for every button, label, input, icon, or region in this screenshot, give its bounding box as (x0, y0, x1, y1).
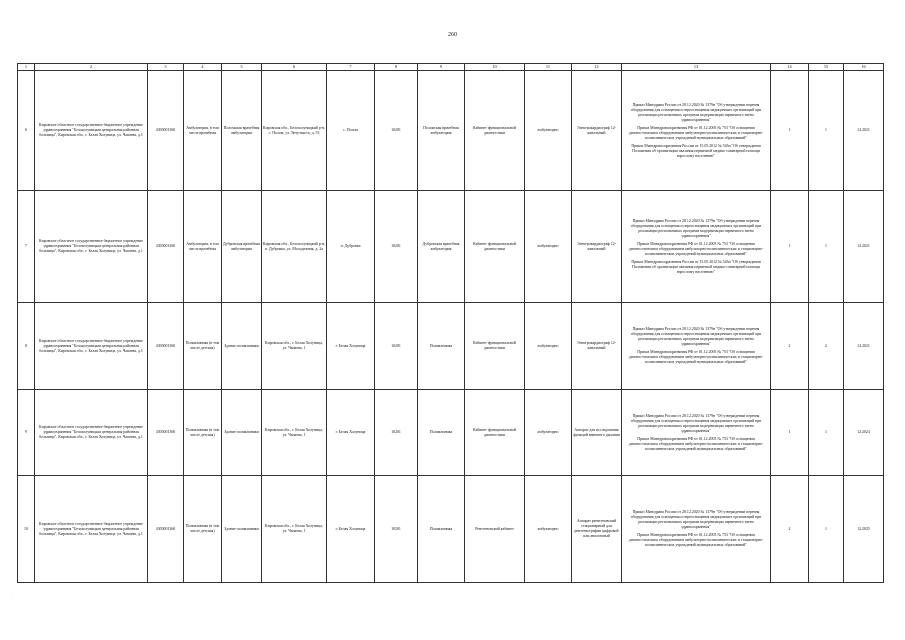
equipment-cell: Электрокардиограф 12-канальный (572, 191, 622, 303)
care-type-cell: амбулаторно (525, 71, 572, 191)
okato-cell: 10201 (375, 303, 418, 390)
unit-name-cell: Здание поликлиники (222, 390, 262, 476)
address-cell: Кировская обл., г. Белая Холуница, ул. Чапаева, 1 (262, 390, 327, 476)
row-number: 10 (18, 476, 35, 583)
count-cell: 1 (809, 71, 844, 191)
department-cell: Поликлиника (418, 390, 465, 476)
page-number: 260 (448, 32, 457, 38)
column-number: 3 (148, 64, 184, 71)
department-cell: Поломская врачебная амбулатория (418, 71, 465, 191)
okato-cell: 10201 (375, 390, 418, 476)
column-number: 8 (375, 64, 418, 71)
care-type-cell: амбулаторно (525, 476, 572, 583)
cabinet-cell: Кабинет функциональной диагностики (465, 303, 525, 390)
count-cell: 1 (809, 191, 844, 303)
column-number: 14 (771, 64, 809, 71)
okato-cell: 10201 (375, 191, 418, 303)
count-cell: 2 (771, 303, 809, 390)
count-cell: 1 (809, 476, 844, 583)
settlement-cell: г. Белая Холуница (327, 476, 375, 583)
column-number: 1 (18, 64, 35, 71)
organization-cell: Кировское областное государственное бюджетное учреждение здравоохранения "Белохолуницкая центральная районная больница", Кировская обл., г. Белая Холуница, ул. Чапаева, д.1 (35, 71, 148, 191)
department-cell: Поликлиника (418, 303, 465, 390)
unit-name-cell: Дубровская врачебная амбулатория (222, 191, 262, 303)
unit-name-cell: Поломская врачебная амбулатория (222, 71, 262, 191)
order-text: Приказ Минздрава России от 28.12.2020 № 1379н "Об утверждении перечня оборудования для оснащения и переоснащения медицинских организаций при реализации региональных программ модернизации первичного звена здравоохранения" (630, 327, 762, 346)
column-number: 11 (525, 64, 572, 71)
unit-type-cell: Поликлиника (в том числе детская) (184, 390, 222, 476)
care-type-cell: амбулаторно (525, 390, 572, 476)
count-cell: 2 (809, 303, 844, 390)
column-number: 12 (572, 64, 622, 71)
organization-cell: Кировское областное государственное бюджетное учреждение здравоохранения "Белохолуницкая центральная районная больница", Кировская обл., г. Белая Холуница, ул. Чапаева, д.1 (35, 390, 148, 476)
care-type-cell: амбулаторно (525, 303, 572, 390)
order-text: Приказ Минздравсоцразвития России от 15.05.2012 № 543н "Об утверждении Положения об организации оказания первичной медико-санитарной помощи взрослому населению" (631, 143, 761, 158)
unit-type-cell: Поликлиника (в том числе детская) (184, 476, 222, 583)
order-text: Приказ Минздравсоцразвития России от 15.05.2012 № 543н "Об утверждении Положения об организации оказания первичной медико-санитарной помощи взрослому населению" (631, 259, 761, 274)
table-row (18, 303, 884, 390)
order-text: Приказ Минздравсоцразвития РФ от 01.12.2005 № 753 "Об оснащении диагностическим оборудованием амбулаторно-поликлинических и стационарно-поликлинических учреждений муниципальных образований" (628, 533, 764, 547)
column-number: 15 (809, 64, 844, 71)
order-text: Приказ Минздрава России от 28.12.2020 № 1379н "Об утверждении перечня оборудования для оснащения и переоснащения медицинских организаций при реализации региональных программ модернизации первичного звена здравоохранения" (630, 510, 762, 529)
column-number: 10 (465, 64, 525, 71)
equipment-cell: Аппарат для исследования функций внешнего дыхания (572, 390, 622, 476)
orders-cell (622, 476, 771, 583)
orders-cell (622, 390, 771, 476)
unit-type-cell: Амбулатория, в том числе врачебная (184, 191, 222, 303)
row-number: 7 (18, 191, 35, 303)
column-number: 2 (35, 64, 148, 71)
organization-cell: Кировское областное государственное бюджетное учреждение здравоохранения "Белохолуницкая центральная районная больница", Кировская обл., г. Белая Холуница, ул. Чапаева, д.1 (35, 476, 148, 583)
organization-cell: Кировское областное государственное бюджетное учреждение здравоохранения "Белохолуницкая центральная районная больница", Кировская обл., г. Белая Холуница, ул. Чапаева, д.1 (35, 191, 148, 303)
department-cell: Поликлиника (418, 476, 465, 583)
row-number: 6 (18, 71, 35, 191)
cabinet-cell: Рентгеновский кабинет (465, 476, 525, 583)
code-cell: 4303001360 (148, 303, 184, 390)
code-cell: 4303001360 (148, 191, 184, 303)
organization-cell: Кировское областное государственное бюджетное учреждение здравоохранения "Белохолуницкая центральная районная больница", Кировская обл., г. Белая Холуница, ул. Чапаева, д.1 (35, 303, 148, 390)
address-cell: Кировская обл., г. Белая Холуница, ул. Чапаева, 1 (262, 303, 327, 390)
date-cell: 12.2021 (844, 191, 884, 303)
settlement-cell: п. Дубровка (327, 191, 375, 303)
equipment-cell: Электрокардиограф 12-канальный (572, 303, 622, 390)
count-cell: 1 (771, 191, 809, 303)
order-text: Приказ Минздравсоцразвития РФ от 01.12.2005 № 753 "Об оснащении диагностическим оборудованием амбулаторно-поликлинических и стационарно-поликлинических учреждений муниципальных образований" (628, 241, 764, 256)
date-cell: 12.2025 (844, 476, 884, 583)
cabinet-cell: Кабинет функциональной диагностики (465, 390, 525, 476)
count-cell: 2 (771, 476, 809, 583)
order-text: Приказ Минздрава России от 28.12.2020 № 1379н "Об утверждении перечня оборудования для оснащения и переоснащения медицинских организаций при реализации региональных программ модернизации первичного звена здравоохранения" (630, 413, 762, 433)
orders-cell (622, 303, 771, 390)
okato-cell: 10201 (375, 476, 418, 583)
column-number: 7 (327, 64, 375, 71)
date-cell: 12.2021 (844, 71, 884, 191)
column-number: 5 (222, 64, 262, 71)
cabinet-cell: Кабинет функциональной диагностики (465, 191, 525, 303)
unit-type-cell: Поликлиника (в том числе детская) (184, 303, 222, 390)
settlement-cell: с. Полом (327, 71, 375, 191)
row-number: 9 (18, 390, 35, 476)
orders-cell (622, 71, 771, 191)
order-text: Приказ Минздрава России от 28.12.2020 № 1379н "Об утверждении перечня оборудования для оснащения и переоснащения медицинских организаций при реализации региональных программ модернизации первичного звена здравоохранения" (630, 102, 762, 122)
unit-name-cell: Здание поликлиники (222, 303, 262, 390)
table-row (18, 390, 884, 476)
order-text: Приказ Минздравсоцразвития РФ от 01.12.2005 № 753 "Об оснащении диагностическим оборудованием амбулаторно-поликлинических и стационарно-поликлинических учреждений муниципальных образований" (628, 436, 764, 451)
table-row (18, 191, 884, 303)
table-row (18, 476, 884, 583)
code-cell: 4303001360 (148, 476, 184, 583)
order-text: Приказ Минздравсоцразвития РФ от 01.12.2005 № 753 "Об оснащении диагностическим оборудованием амбулаторно-поликлинических и стационарно-поликлинических учреждений муниципальных образований" (628, 350, 764, 364)
column-number: 4 (184, 64, 222, 71)
address-cell: Кировская обл., Белохолуницкий р-н, с. Полом, ул. Энтузиаста, д. 53 (262, 71, 327, 191)
date-cell: 12.2024 (844, 390, 884, 476)
scan-specks: · · · · (10, 578, 13, 603)
equipment-table (17, 63, 884, 583)
date-cell: 12.2021 (844, 303, 884, 390)
code-cell: 4303001360 (148, 71, 184, 191)
department-cell: Дубровская врачебная амбулатория (418, 191, 465, 303)
code-cell: 4303001360 (148, 390, 184, 476)
unit-type-cell: Амбулатория, в том числе врачебная (184, 71, 222, 191)
okato-cell: 10201 (375, 71, 418, 191)
equipment-cell: Электрокардиограф 12-канальный (572, 71, 622, 191)
column-number: 16 (844, 64, 884, 71)
count-cell: 1 (771, 390, 809, 476)
orders-cell (622, 191, 771, 303)
row-number: 8 (18, 303, 35, 390)
care-type-cell: амбулаторно (525, 191, 572, 303)
count-cell: 1 (771, 71, 809, 191)
table-row (18, 71, 884, 191)
order-text: Приказ Минздрава России от 28.12.2020 № 1379н "Об утверждении перечня оборудования для оснащения и переоснащения медицинских организаций при реализации региональных программ модернизации первичного звена здравоохранения" (630, 218, 762, 238)
column-number-row (18, 64, 884, 71)
unit-name-cell: Здание поликлиники (222, 476, 262, 583)
column-number: 13 (622, 64, 771, 71)
cabinet-cell: Кабинет функциональной диагностики (465, 71, 525, 191)
address-cell: Кировская обл., г. Белая Холуница, ул. Чапаева, 1 (262, 476, 327, 583)
settlement-cell: г. Белая Холуница (327, 303, 375, 390)
address-cell: Кировская обл., Белохолуницкий р-н, п. Дубровка, ул. Молодежная, д. 2а (262, 191, 327, 303)
column-number: 6 (262, 64, 327, 71)
equipment-cell: Аппарат рентгеновский стационарный для рентгенографии цифровой или аналоговый (572, 476, 622, 583)
settlement-cell: г. Белая Холуница (327, 390, 375, 476)
column-number: 9 (418, 64, 465, 71)
order-text: Приказ Минздравсоцразвития РФ от 01.12.2005 № 753 "Об оснащении диагностическим оборудованием амбулаторно-поликлинических и стационарно-поликлинических учреждений муниципальных образований" (628, 125, 764, 140)
count-cell: 1 (809, 390, 844, 476)
